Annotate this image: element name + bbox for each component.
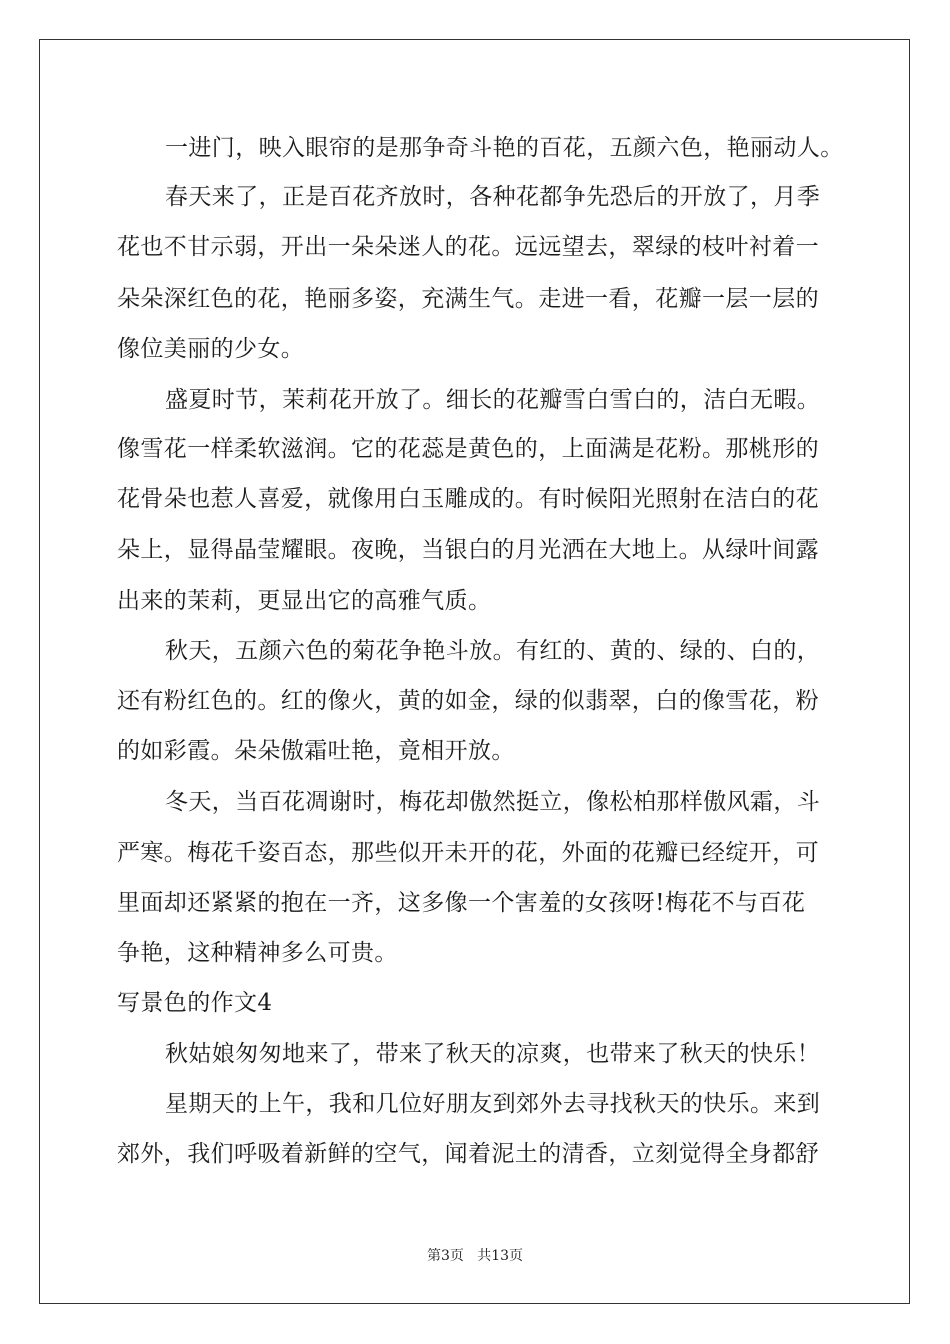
- text-line: 还有粉红色的。红的像火，黄的如金，绿的似翡翠，白的像雪花，粉: [117, 688, 819, 714]
- text-line: 出来的茉莉，更显出它的高雅气质。: [117, 588, 492, 614]
- section-heading: 写景色的作文4: [117, 990, 273, 1016]
- text-line: 像雪花一样柔软滋润。它的花蕊是黄色的，上面满是花粉。那桃形的: [117, 436, 819, 462]
- text-line: 花也不甘示弱，开出一朵朵迷人的花。远远望去，翠绿的枝叶衬着一: [117, 234, 819, 260]
- text-line: 像位美丽的少女。: [117, 336, 305, 362]
- text-line: 里面却还紧紧的抱在一齐，这多像一个害羞的女孩呀!梅花不与百花: [117, 890, 806, 916]
- text-line: 星期天的上午，我和几位好朋友到郊外去寻找秋天的快乐。来到: [165, 1091, 821, 1117]
- text-line: 春天来了，正是百花齐放时，各种花都争先恐后的开放了，月季: [165, 184, 821, 210]
- page-number-footer: 第3页 共13页: [426, 1248, 524, 1264]
- text-line: 花骨朵也惹人喜爱，就像用白玉雕成的。有时候阳光照射在洁白的花: [117, 486, 819, 512]
- text-line: 争艳，这种精神多么可贵。: [117, 940, 398, 966]
- text-line: 盛夏时节，茉莉花开放了。细长的花瓣雪白雪白的，洁白无暇。: [165, 387, 821, 413]
- text-line: 冬天，当百花凋谢时，梅花却傲然挺立，像松柏那样傲风霜，斗: [165, 789, 821, 815]
- text-line: 严寒。梅花千姿百态，那些似开未开的花，外面的花瓣已经绽开，可: [117, 840, 819, 866]
- text-line: 秋天，五颜六色的菊花争艳斗放。有红的、黄的、绿的、白的，: [165, 638, 821, 664]
- text-line: 朵上，显得晶莹耀眼。夜晚，当银白的月光洒在大地上。从绿叶间露: [117, 537, 819, 563]
- text-line: 的如彩霞。朵朵傲霜吐艳，竟相开放。: [117, 738, 515, 764]
- text-line: 秋姑娘匆匆地来了，带来了秋天的凉爽，也带来了秋天的快乐！: [165, 1041, 821, 1067]
- text-line: 朵朵深红色的花，艳丽多姿，充满生气。走进一看，花瓣一层一层的: [117, 286, 819, 312]
- text-line: 一进门，映入眼帘的是那争奇斗艳的百花，五颜六色，艳丽动人。: [165, 135, 844, 161]
- text-line: 郊外，我们呼吸着新鲜的空气，闻着泥土的清香，立刻觉得全身都舒: [117, 1141, 819, 1167]
